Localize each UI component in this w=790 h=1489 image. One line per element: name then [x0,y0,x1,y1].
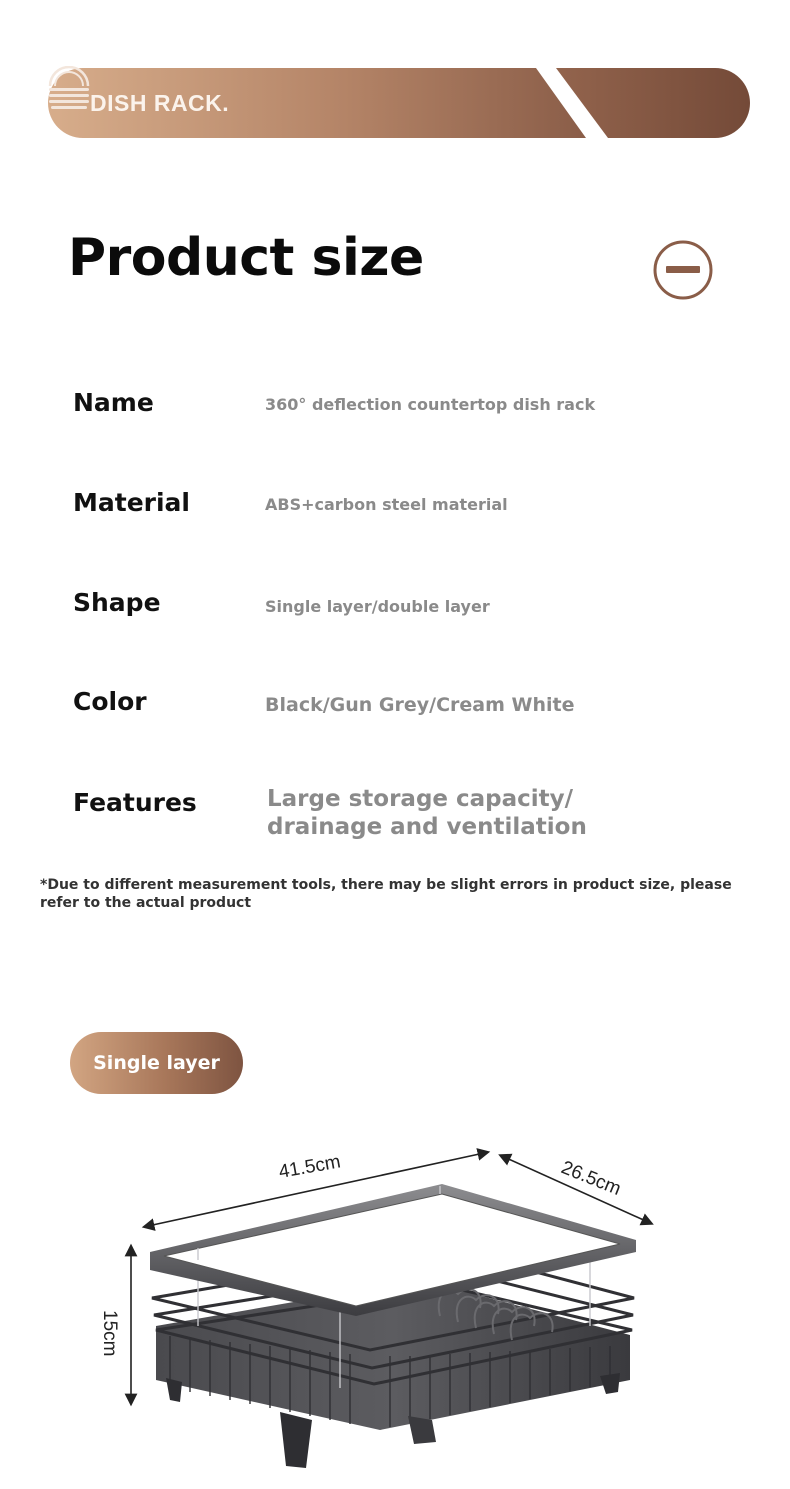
header-banner [46,66,752,140]
spec-label-shape: Shape [73,588,161,617]
height-label: 15cm [99,1310,120,1357]
spec-label-color: Color [73,687,147,716]
length-label: 41.5cm [277,1151,343,1183]
spec-label-material: Material [73,488,190,517]
single-layer-badge: Single layer [70,1032,243,1094]
minus-circle-icon [652,240,714,302]
spec-value-shape: Single layer/double layer [265,597,490,616]
spec-label-name: Name [73,388,154,417]
banner-title: DISH RACK. [90,90,230,116]
spec-value-color: Black/Gun Grey/Cream White [265,694,575,716]
dish-rack-illustration [90,1130,690,1475]
spec-value-material: ABS+carbon steel material [265,495,508,514]
spec-value-features [267,785,587,841]
plates-icon [46,66,92,110]
spec-value-name: 360° deflection countertop dish rack [265,395,596,414]
features-line-1: Large storage capacity/ [267,786,574,812]
measurement-note: *Due to different measurement tools, there may be slight errors in product size, please refer to the actual product [40,877,732,911]
width-label: 26.5cm [558,1157,624,1200]
spec-label-features: Features [73,788,197,817]
page-title: Product size [68,228,424,288]
features-line-2: drainage and ventilation [267,814,587,840]
